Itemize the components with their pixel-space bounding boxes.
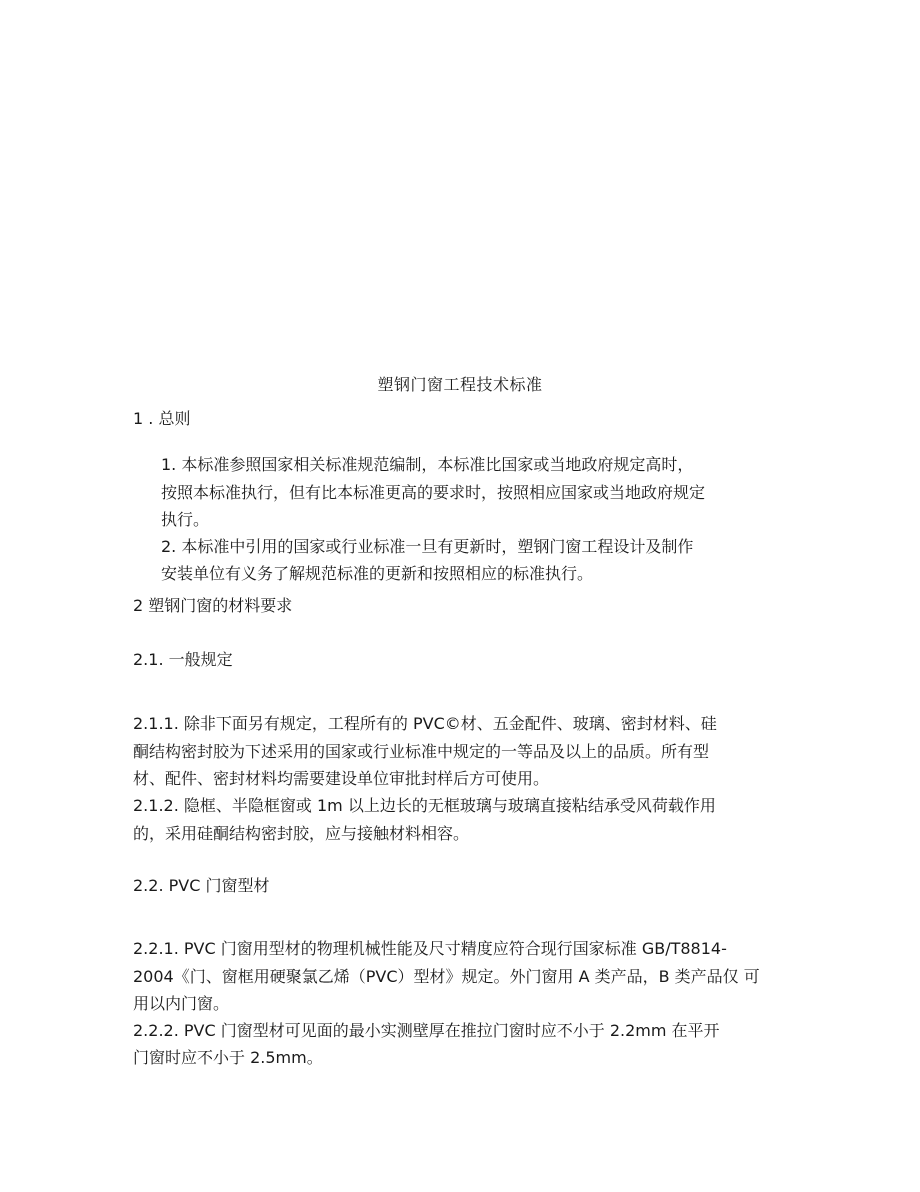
section-2-1-2-line-2: 的，采用硅酮结构密封胶，应与接触材料相容。 [133, 824, 470, 843]
section-2-2-1-line-1: 2.2.1. PVC 门窗用型材的物理机械性能及尺寸精度应符合现行国家标准 GB/T8814- [133, 939, 727, 958]
section-1-item-1-line-2: 按照本标准执行，但有比本标准更高的要求时，按照相应国家或当地政府规定 [161, 483, 706, 502]
section-2-heading: 2 塑钢门窗的材料要求 [133, 596, 293, 615]
section-2-2-heading: 2.2. PVC 门窗型材 [133, 876, 270, 895]
section-1-item-2-line-1: 2. 本标准中引用的国家或行业标准一旦有更新时，塑钢门窗工程设计及制作 [161, 537, 694, 556]
section-1-item-2-line-2: 安装单位有义务了解规范标准的更新和按照相应的标准执行。 [161, 564, 594, 583]
section-2-2-1-line-2: 2004《门、窗框用硬聚氯乙烯（PVC）型材》规定。外门窗用 A 类产品，B 类产品仅 可 [133, 967, 760, 986]
document-title: 塑钢门窗工程技术标准 [377, 375, 543, 394]
section-2-2-1-line-3: 用以内门窗。 [133, 994, 230, 1013]
section-2-1-1-line-2: 酮结构密封胶为下述采用的国家或行业标准中规定的一等品及以上的品质。所有型 [133, 742, 710, 761]
section-1-heading: 1 . 总则 [133, 409, 191, 428]
section-2-1-heading: 2.1. 一般规定 [133, 650, 233, 669]
section-1-item-1-line-3: 执行。 [161, 510, 210, 529]
section-2-1-1-line-3: 材、配件、密封材料均需要建设单位审批封样后方可使用。 [133, 769, 550, 788]
section-2-1-2-line-1: 2.1.2. 隐框、半隐框窗或 1m 以上边长的无框玻璃与玻璃直接粘结承受风荷载作用 [133, 796, 716, 815]
section-2-2-2-line-2: 门窗时应不小于 2.5mm。 [133, 1048, 323, 1067]
section-2-1-1-line-1: 2.1.1. 除非下面另有规定，工程所有的 PVC©材、五金配件、玻璃、密封材料、硅 [133, 714, 717, 733]
section-1-item-1-line-1: 1. 本标准参照国家相关标准规范编制，本标准比国家或当地政府规定高时， [161, 455, 694, 474]
section-2-2-2-line-1: 2.2.2. PVC 门窗型材可见面的最小实测壁厚在推拉门窗时应不小于 2.2mm 在平开 [133, 1021, 720, 1040]
